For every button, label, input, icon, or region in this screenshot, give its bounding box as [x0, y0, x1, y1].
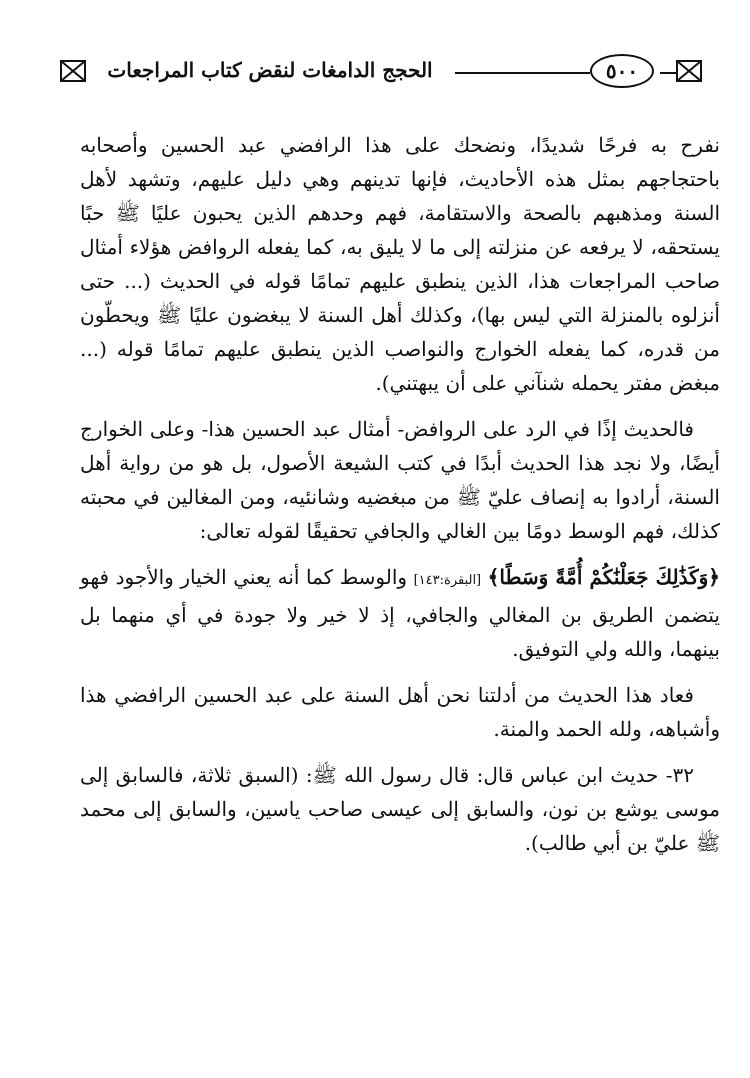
- verse-reference: [البقرة:١٤٣]: [413, 573, 482, 588]
- page-number: ٥٠٠: [590, 54, 654, 88]
- ornament-icon: [60, 60, 86, 82]
- page-header: [60, 50, 700, 98]
- running-title: الحجج الدامغات لنقض كتاب المراجعات: [107, 58, 433, 82]
- ornament-icon: [676, 60, 702, 82]
- paragraph-text: والوسط كما أنه يعني الخيار والأجود فهو يتضمن الطريق بن المغالي والجافي، إذ لا خير ولا جودة في أي منهما بل بينهما، والله ولي التوفيق.: [80, 565, 720, 661]
- paragraph: فعاد هذا الحديث من أدلتنا نحن أهل السنة على عبد الحسين الرافضي هذا وأشباهه، ولله الحمد والمنة.: [80, 683, 720, 741]
- quran-verse: ﴿وَكَذَٰلِكَ جَعَلْنَٰكُمْ أُمَّةً وَسَطًا﴾: [487, 565, 721, 589]
- header-rule: [660, 72, 676, 74]
- paragraph: فالحديث إذًا في الرد على الروافض- أمثال عبد الحسين هذا- وعلى الخوارج أيضًا، ولا نجد هذا الحديث أبدًا في كتب الشيعة الأصول، بل هو من رواية أهل السنة، أرادوا به إنصاف عليّ ﷺ من مبغضيه وشانئيه، ومن المغالين في محبته كذلك، فهم الوسط دومًا بين الغالي والجافي تحقيقًا لقوله تعالى:: [80, 417, 720, 543]
- paragraph: ٣٢- حديث ابن عباس قال: قال رسول الله ﷺ: (السبق ثلاثة، فالسابق إلى موسى يوشع بن نون، والسابق إلى عيسى صاحب ياسين، والسابق إلى محمد ﷺ عليّ بن أبي طالب).: [80, 763, 720, 855]
- paragraph: [80, 560, 720, 666]
- header-rule: [455, 72, 590, 74]
- body-text: [80, 128, 720, 872]
- paragraph: نفرح به فرحًا شديدًا، ونضحك على هذا الرافضي عبد الحسين وأصحابه باحتجاجهم بمثل هذه الأحاديث، فإنها تدينهم وهي دليل عليهم، وتشهد لأهل السنة ومذهبهم بالصحة والاستقامة، فهم وحدهم الذين يحبون عليًا ﷺ حبًا يستحقه، لا يرفعه عن منزلته إلى ما لا يليق به، كما يفعله الروافض هؤلاء أمثال صاحب المراجعات هذا، الذين ينطبق عليهم تمامًا قوله في الحديث (... حتى أنزلوه بالمنزلة التي ليس بها)، وكذلك أهل السنة لا يبغضون عليًا ﷺ ويحطّون من قدره، كما يفعله الخوارج والنواصب الذين ينطبق عليهم تمامًا قوله (... مبغض مفتر يحمله شنآني على أن يبهتني).: [80, 133, 720, 395]
